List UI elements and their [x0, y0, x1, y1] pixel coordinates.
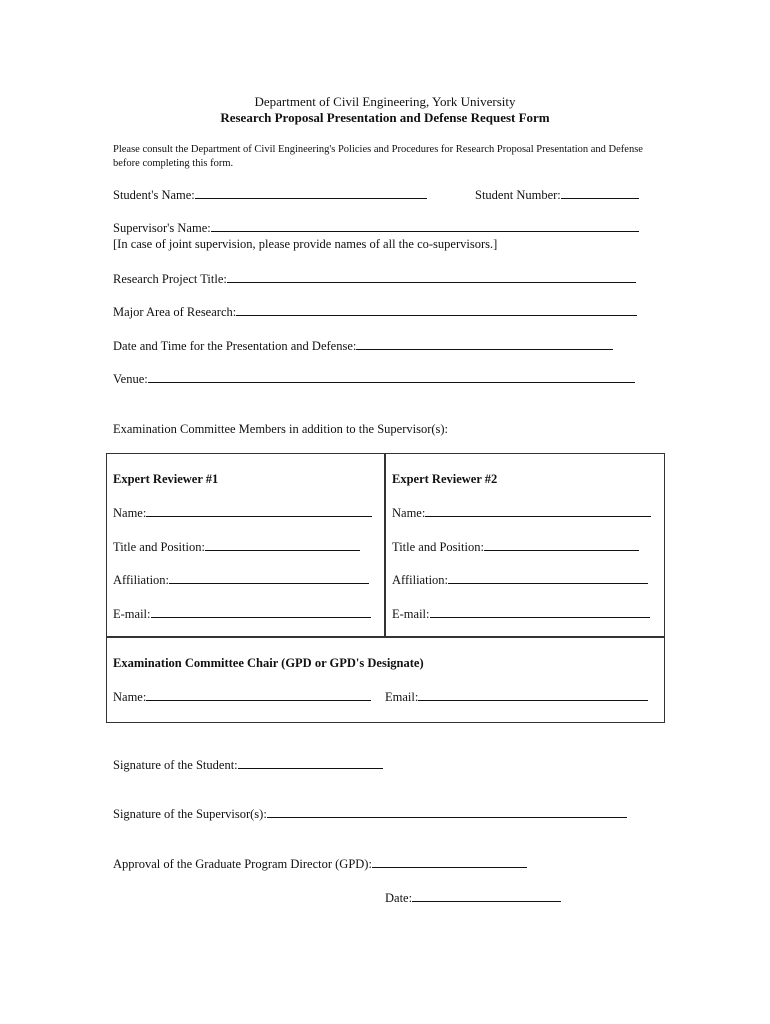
reviewer1-title-field[interactable]	[205, 539, 360, 551]
chair-email-field[interactable]	[418, 689, 648, 701]
reviewer2-email-label: E-mail:	[392, 607, 430, 621]
reviewer1-email-label: E-mail:	[113, 607, 151, 621]
reviewer2-title-field[interactable]	[484, 539, 639, 551]
chair-email-label: Email:	[385, 690, 419, 704]
chair-heading: Examination Committee Chair (GPD or GPD's Designate)	[113, 656, 424, 670]
supervisor-signature-label: Signature of the Supervisor(s):	[113, 807, 267, 821]
date-row	[385, 890, 561, 906]
student-number-label: Student Number:	[475, 188, 561, 202]
chair-cell	[106, 636, 665, 723]
student-signature-row	[113, 757, 383, 773]
reviewer2-name-label: Name:	[392, 506, 426, 520]
reviewer1-email-row	[113, 606, 371, 622]
project-title-label: Research Project Title:	[113, 272, 227, 286]
major-area-row	[113, 304, 637, 320]
form-title: Research Proposal Presentation and Defense Request Form	[220, 110, 550, 125]
student-number-row	[475, 187, 639, 203]
major-area-field[interactable]	[236, 304, 637, 316]
student-signature-field[interactable]	[238, 757, 383, 769]
reviewer1-name-field[interactable]	[146, 505, 372, 517]
date-field[interactable]	[412, 890, 561, 902]
reviewer2-name-row	[392, 505, 651, 521]
reviewer1-name-row	[113, 505, 372, 521]
reviewer1-name-label: Name:	[113, 506, 147, 520]
chair-name-row	[113, 689, 371, 705]
chair-name-field[interactable]	[146, 689, 371, 701]
reviewer2-affiliation-field[interactable]	[448, 572, 648, 584]
supervisor-signature-field[interactable]	[267, 806, 627, 818]
reviewer2-affiliation-label: Affiliation:	[392, 573, 449, 587]
venue-row	[113, 371, 635, 387]
major-area-label: Major Area of Research:	[113, 305, 237, 319]
date-time-row	[113, 338, 613, 354]
student-name-label: Student's Name:	[113, 188, 195, 202]
reviewer1-affiliation-field[interactable]	[169, 572, 369, 584]
student-signature-label: Signature of the Student:	[113, 758, 238, 772]
date-time-field[interactable]	[356, 338, 613, 350]
chair-email-row	[385, 689, 648, 705]
committee-intro: Examination Committee Members in addition to the Supervisor(s):	[113, 422, 449, 436]
instructions-text: Please consult the Department of Civil Engineering's Policies and Procedures for Research Proposal Presentation and Defense before completing this form.	[113, 144, 643, 169]
department-heading: Department of Civil Engineering, York University	[254, 94, 516, 109]
student-name-row	[113, 187, 427, 203]
reviewer1-title-row	[113, 539, 360, 555]
reviewer2-affiliation-row	[392, 572, 648, 588]
reviewer1-affiliation-row	[113, 572, 369, 588]
project-title-row	[113, 271, 636, 287]
reviewer1-title-label: Title and Position:	[113, 540, 205, 554]
reviewer2-name-field[interactable]	[425, 505, 651, 517]
reviewer1-affiliation-label: Affiliation:	[113, 573, 170, 587]
reviewer2-title-label: Title and Position:	[392, 540, 484, 554]
venue-field[interactable]	[148, 371, 635, 383]
supervisor-name-field[interactable]	[211, 220, 639, 232]
supervisor-signature-row	[113, 806, 627, 822]
reviewer1-heading: Expert Reviewer #1	[113, 472, 219, 486]
date-label: Date:	[385, 891, 413, 905]
supervisor-name-label: Supervisor's Name:	[113, 221, 211, 235]
reviewer2-heading: Expert Reviewer #2	[392, 472, 498, 486]
student-number-field[interactable]	[561, 187, 639, 199]
chair-name-label: Name:	[113, 690, 147, 704]
gpd-approval-field[interactable]	[372, 856, 527, 868]
reviewer2-title-row	[392, 539, 639, 555]
reviewer2-email-row	[392, 606, 650, 622]
gpd-approval-label: Approval of the Graduate Program Director (GPD):	[113, 857, 372, 871]
date-time-label: Date and Time for the Presentation and Defense:	[113, 339, 357, 353]
student-name-field[interactable]	[195, 187, 427, 199]
gpd-approval-row	[113, 856, 527, 872]
venue-label: Venue:	[113, 372, 148, 386]
supervisor-name-row	[113, 220, 639, 236]
joint-supervision-note: [In case of joint supervision, please provide names of all the co-supervisors.]	[113, 237, 498, 251]
reviewer1-email-field[interactable]	[151, 606, 371, 618]
reviewer2-email-field[interactable]	[430, 606, 650, 618]
project-title-field[interactable]	[227, 271, 636, 283]
